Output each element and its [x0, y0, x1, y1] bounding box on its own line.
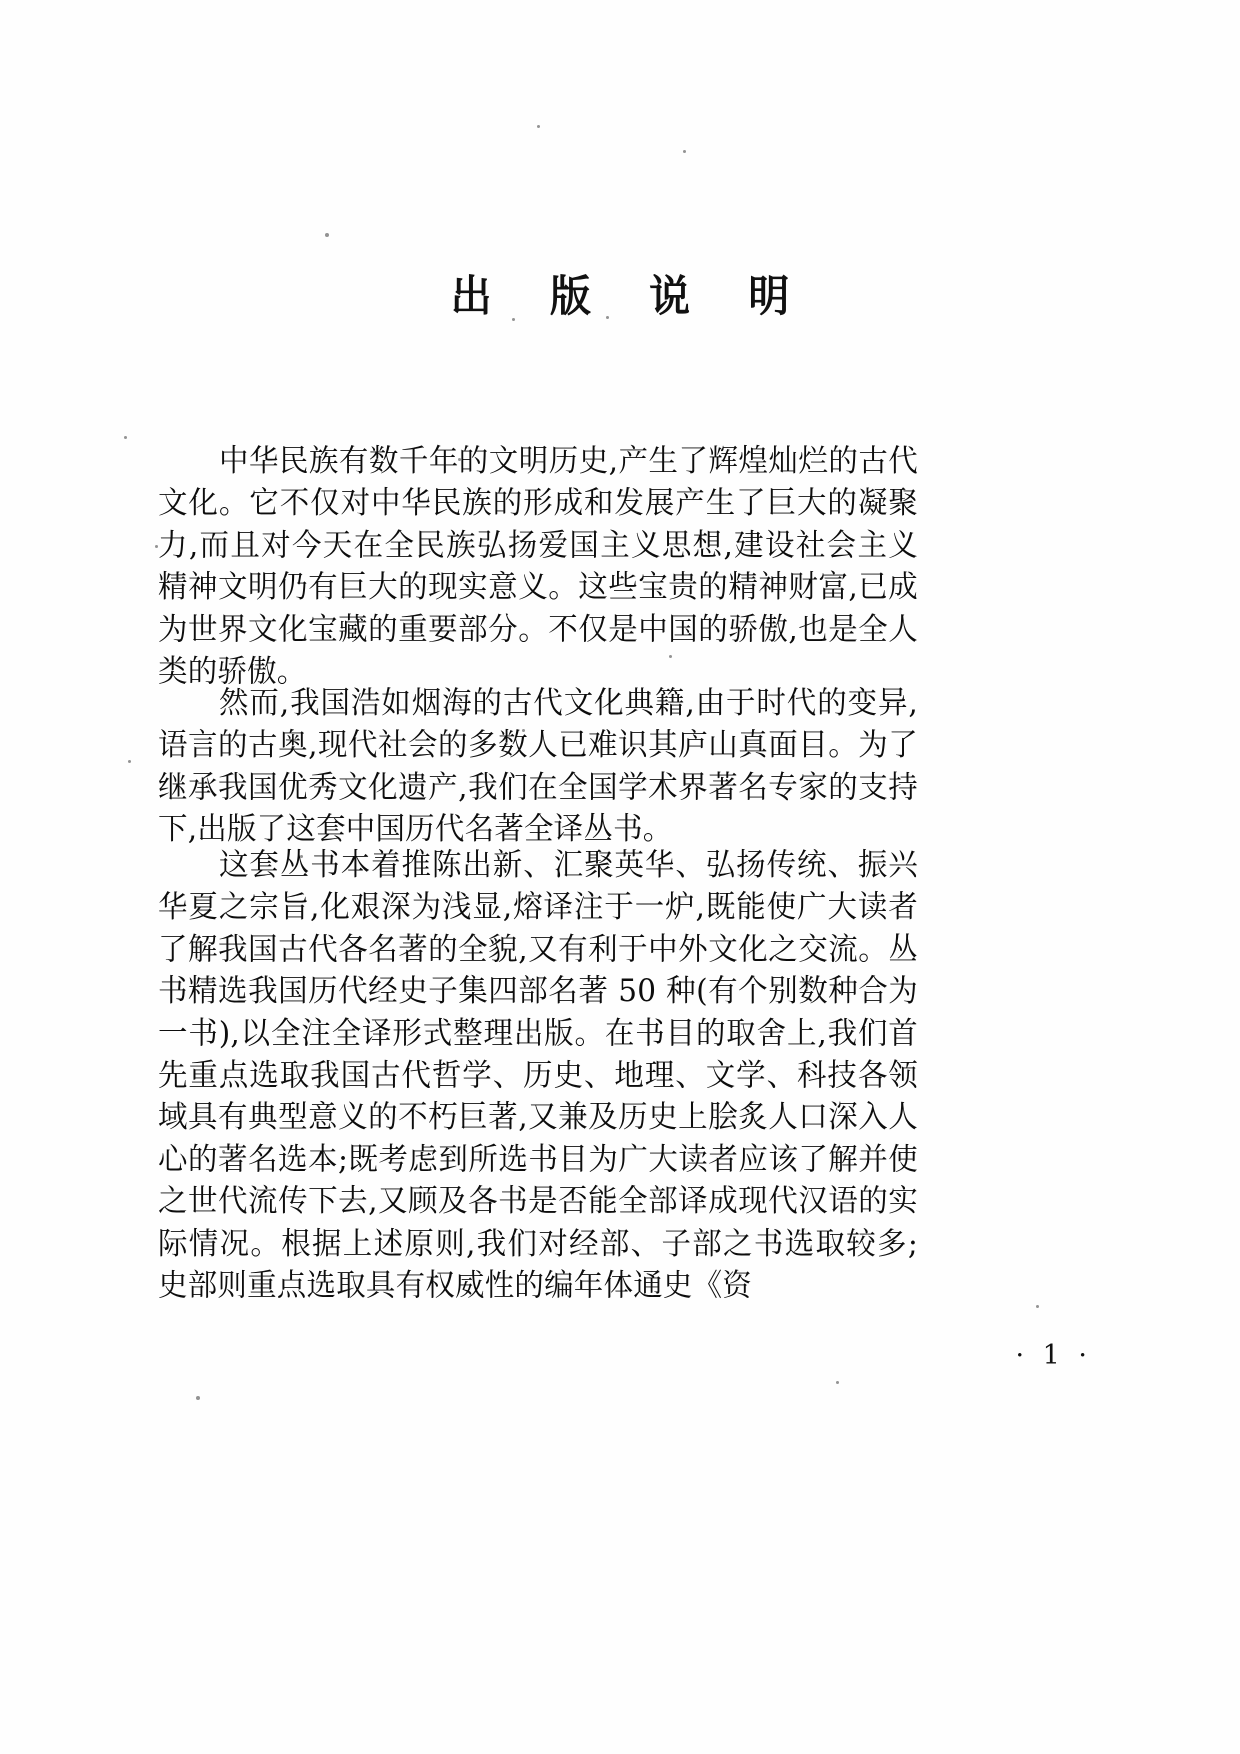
paragraph-2: 然而,我国浩如烟海的古代文化典籍,由于时代的变异,语言的古奥,现代社会的多数人已难识其庐山真面目。为了继承我国优秀文化遗产,我们在全国学术界著名专家的支持下,出版了这套中国历代名著全译丛书。	[158, 685, 918, 847]
scan-speckle	[196, 1396, 200, 1400]
scan-speckle	[683, 150, 686, 153]
page-title-block	[0, 236, 1240, 350]
scan-speckle	[124, 436, 127, 439]
scan-speckle	[1036, 1305, 1039, 1308]
page-title: 出 版 说 明	[450, 271, 812, 323]
page-number: · 1 ·	[1015, 1340, 1092, 1371]
paragraph-1: 中华民族有数千年的文明历史,产生了辉煌灿烂的古代文化。它不仅对中华民族的形成和发展产生了巨大的凝聚力,而且对今天在全民族弘扬爱国主义思想,建设社会主义精神文明仍有巨大的现实意义。这些宝贵的精神财富,已成为世界文化宝藏的重要部分。不仅是中国的骄傲,也是全人类的骄傲。	[158, 443, 918, 689]
scan-speckle	[537, 125, 540, 128]
scan-speckle	[128, 760, 131, 763]
paragraph-3: 这套丛书本着推陈出新、汇聚英华、弘扬传统、振兴华夏之宗旨,化艰深为浅显,熔译注于一炉,既能使广大读者了解我国古代各名著的全貌,又有利于中外文化之交流。丛书精选我国历代经史子集四部名著 50 种(有个别数种合为一书),以全注全译形式整理出版。在书目的取舍上,我们首先重点选取我国古代哲学、历史、地理、文学、科技各领域具有典型意义的不朽巨著,又兼及历史上脍炙人口深入人心的著名选本;既考虑到所选书目为广大读者应该了解并使之世代流传下去,又顾及各书是否能全部译成现代汉语的实际情况。根据上述原则,我们对经部、子部之书选取较多;史部则重点选取具有权威性的编年体通史《资	[158, 847, 918, 1303]
scan-speckle	[836, 1381, 839, 1384]
document-body	[158, 440, 918, 1303]
